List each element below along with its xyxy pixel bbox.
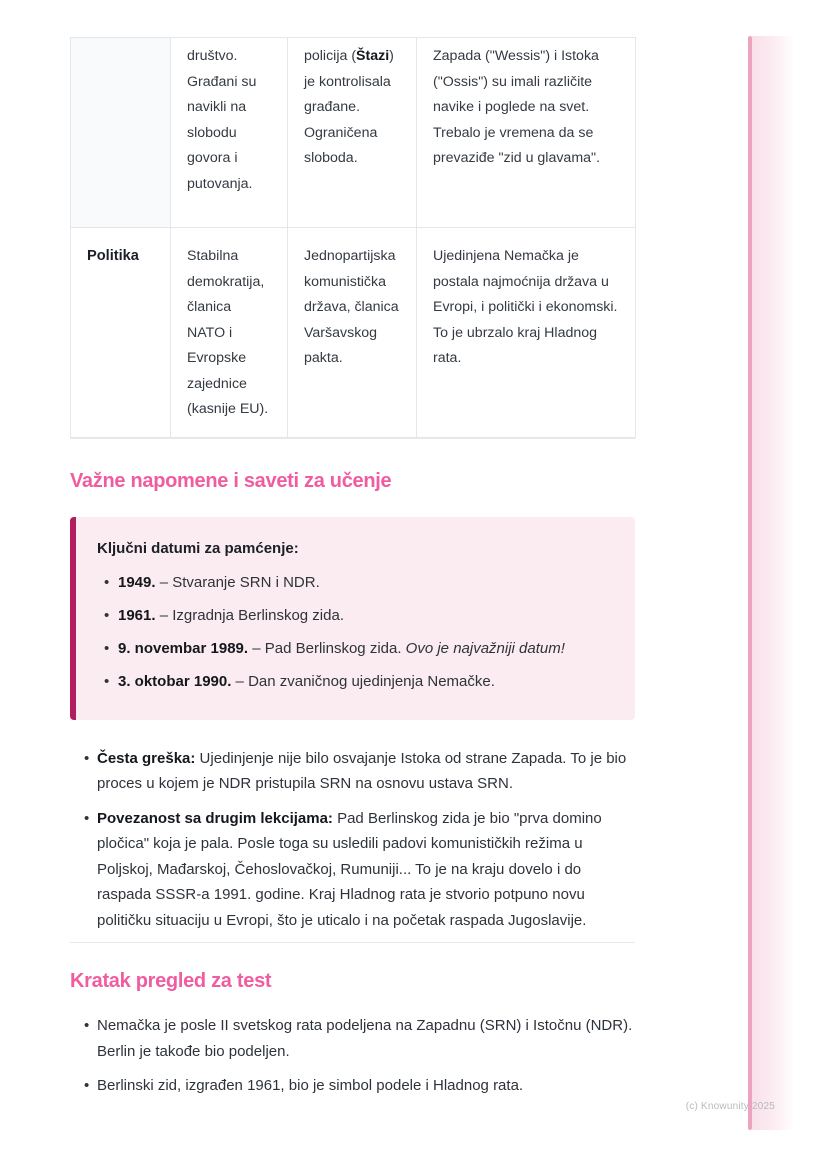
date-text: – Stvaranje SRN i NDR.	[155, 573, 320, 591]
review-section-heading: Kratak pregled za test	[70, 970, 272, 992]
bullet-text: Berlinski zid, izgrađen 1961, bio je simbol podele i Hladnog rata.	[97, 1077, 524, 1094]
row-label-cell	[71, 38, 171, 228]
list-item	[97, 570, 611, 595]
table-cell: Stabilna demokratija, članica NATO i Evropske zajednice (kasnije EU).	[171, 228, 288, 438]
table-row-politika	[71, 228, 636, 438]
table-cell: Ujedinjena Nemačka je postala najmoćnija država u Evropi, i politički i ekonomski. To je ubrzalo kraj Hladnog rata.	[417, 228, 636, 438]
date-bold: 1961.	[118, 606, 156, 624]
date-note-italic: Ovo je najvažniji datum!	[405, 639, 565, 657]
bullet-text: Pad Berlinskog zida je bio "prva domino pločica" koja je pala. Posle toga su usledili padovi komunističkih režima u Poljskoj, Mađarskoj, Čehoslovačkoj, Rumuniji... To je na kraju dovelo i do raspada SSSR-a 1991. godine. Kraj Hladnog rata je stvorio potpuno novu političku situaciju u Evropi, što je uticalo i na početak raspada Jugoslavije.	[97, 809, 602, 929]
review-bullet-list	[70, 1013, 635, 1099]
date-bold: 9. novembar 1989.	[118, 639, 249, 657]
date-text: – Izgradnja Berlinskog zida.	[155, 606, 344, 624]
bullet-lead-bold: Povezanost sa drugim lekcijama:	[97, 809, 333, 827]
bullet-text: Nemačka je posle II svetskog rata podeljena na Zapadnu (SRN) i Istočnu (NDR). Berlin je takođe bio podeljen.	[97, 1017, 633, 1060]
date-bold: 1949.	[118, 573, 156, 591]
table-cell	[288, 38, 417, 228]
list-item	[70, 806, 635, 934]
table-row-continued	[71, 38, 636, 228]
section-divider	[70, 942, 635, 943]
copyright-footer: (c) Knowunity 2025	[685, 1101, 775, 1112]
table-cell: Zapada ("Wessis") i Istoka ("Ossis") su imali različite navike i poglede na svet. Trebalo je vremena da se prevaziđe "zid u glavama".	[417, 38, 636, 228]
page-content	[70, 0, 635, 1108]
callout-title: Ključni datumi za pamćenje:	[97, 539, 299, 557]
page-edge-accent-fill	[752, 36, 793, 1130]
key-dates-list	[97, 570, 611, 694]
row-label-cell: Politika	[71, 228, 171, 438]
notes-bullet-list	[70, 746, 635, 934]
cell-text: policija (	[304, 48, 357, 64]
page-edge-accent	[748, 36, 793, 1130]
date-text: – Dan zvaničnog ujedinjenja Nemačke.	[231, 672, 495, 690]
table-cell: Jednopartijska komunistička država, članica Varšavskog pakta.	[288, 228, 417, 438]
list-item	[70, 1073, 635, 1099]
list-item	[97, 636, 611, 661]
bullet-text: Ujedinjenje nije bilo osvajanje Istoka od strane Zapada. To je bio proces u kojem je NDR pristupila SRN na osnovu ustava SRN.	[97, 749, 627, 792]
date-bold: 3. oktobar 1990.	[118, 672, 232, 690]
cell-bold-text: Štazi	[356, 48, 390, 64]
date-text: – Pad Berlinskog zida.	[248, 639, 406, 657]
bullet-lead-bold: Česta greška:	[97, 749, 196, 767]
key-dates-callout	[70, 517, 635, 720]
list-item	[70, 1013, 635, 1064]
notes-section-heading: Važne napomene i saveti za učenje	[70, 469, 392, 492]
comparison-table	[70, 37, 636, 438]
section-divider	[70, 438, 635, 439]
table-cell: društvo. Građani su navikli na slobodu govora i putovanja.	[171, 38, 288, 228]
list-item	[97, 603, 611, 628]
list-item	[70, 746, 635, 797]
list-item	[97, 669, 611, 694]
cell-text: ) je kontrolisala građane. Ograničena sloboda.	[304, 48, 394, 166]
